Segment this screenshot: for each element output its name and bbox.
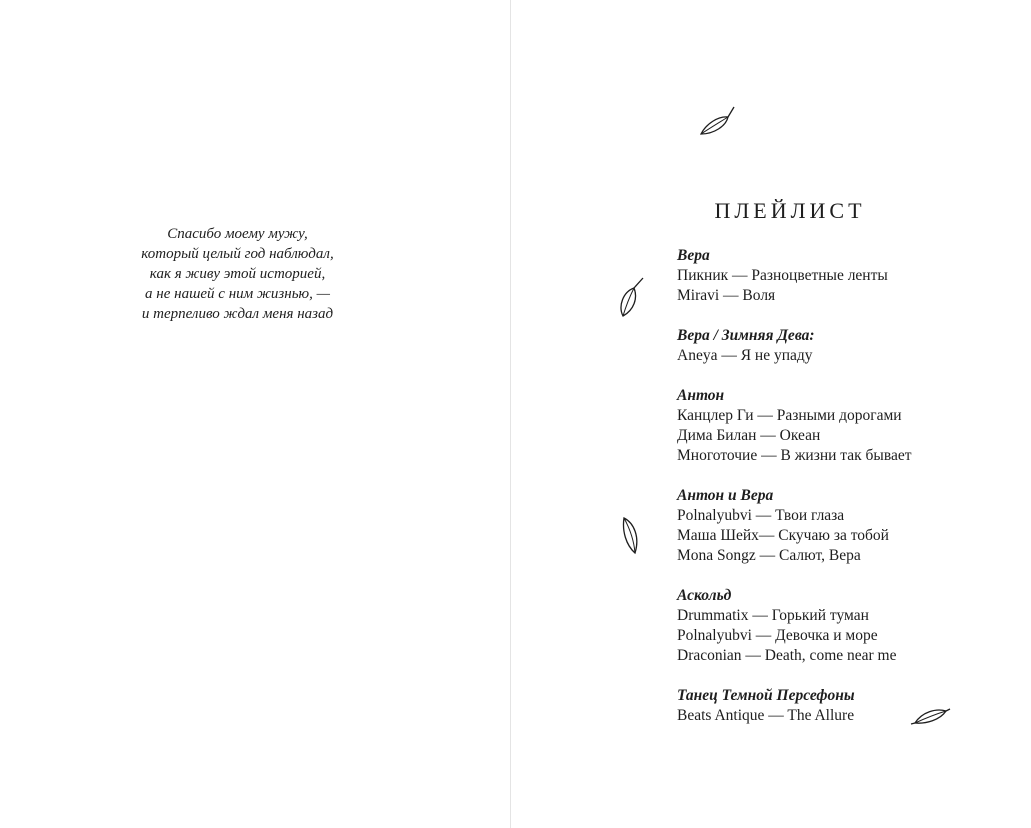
playlist bbox=[677, 246, 1007, 746]
playlist-group bbox=[677, 326, 1007, 366]
group-heading: Антон bbox=[677, 387, 725, 404]
playlist-group bbox=[677, 486, 1007, 566]
track-item: Beats Antique — The Allure bbox=[677, 707, 855, 724]
playlist-group bbox=[677, 386, 1007, 466]
leaf-icon bbox=[618, 276, 648, 320]
track-item: Пикник — Разноцветные ленты bbox=[677, 267, 888, 284]
leaf-icon bbox=[698, 104, 738, 138]
dedication-line: который целый год наблюдал, bbox=[141, 246, 334, 262]
playlist-group bbox=[677, 586, 1007, 666]
track-item: Канцлер Ги — Разными дорогами bbox=[677, 407, 902, 424]
dedication-line: Спасибо моему мужу, bbox=[167, 226, 308, 242]
track-item: Aneya — Я не упаду bbox=[677, 347, 813, 364]
group-heading: Вера / Зимняя Дева: bbox=[677, 327, 815, 344]
dedication-line: как я живу этой историей, bbox=[149, 266, 326, 282]
track-item: Drummatix — Горький туман bbox=[677, 607, 869, 624]
track-item: Mona Songz — Салют, Вера bbox=[677, 547, 861, 564]
track-item: Многоточие — В жизни так бывает bbox=[677, 447, 912, 464]
group-heading: Аскольд bbox=[677, 587, 732, 604]
group-heading: Вера bbox=[677, 247, 710, 264]
dedication-line: и терпеливо ждал меня назад bbox=[141, 306, 334, 322]
page-gutter bbox=[510, 0, 511, 828]
dedication-text bbox=[110, 224, 365, 324]
dedication-line: а не нашей с ним жизнью, — bbox=[145, 286, 330, 302]
playlist-title: ПЛЕЙЛИСТ bbox=[714, 198, 866, 223]
group-heading: Антон и Вера bbox=[677, 487, 774, 504]
track-item: Miravi — Воля bbox=[677, 287, 776, 304]
track-item: Draconian — Death, come near me bbox=[677, 647, 897, 664]
playlist-group bbox=[677, 246, 1007, 306]
leaf-icon bbox=[618, 515, 644, 557]
track-item: Дима Билан — Океан bbox=[677, 427, 821, 444]
track-item: Polnalyubvi — Девочка и море bbox=[677, 627, 878, 644]
group-heading: Танец Темной Персефоны bbox=[677, 687, 855, 704]
track-item: Polnalyubvi — Твои глаза bbox=[677, 507, 845, 524]
track-item: Маша Шейх— Скучаю за тобой bbox=[677, 527, 889, 544]
playlist-group bbox=[677, 686, 1007, 726]
